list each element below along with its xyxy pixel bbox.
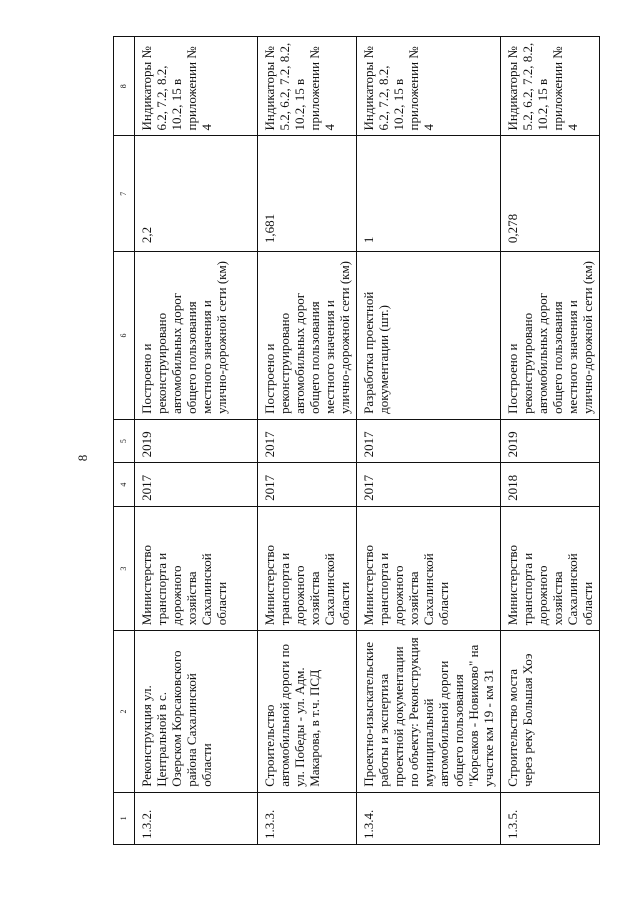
start-year: 2017	[258, 463, 357, 507]
indicators: Индикаторы № 5.2, 6.2, 7.2, 8.2, 10.2, 15 в приложении № 4	[501, 37, 600, 137]
end-year: 2019	[501, 419, 600, 463]
page-number: 8	[75, 454, 90, 462]
result-value: 2,2	[135, 136, 258, 252]
row-number: 1.3.2.	[135, 792, 258, 844]
executor: Министерство транспорта и дорожного хозяйства Сахалинской области	[258, 506, 357, 630]
row-number: 1.3.3.	[258, 792, 357, 844]
expected-result: Построено и реконструировано автомобильных дорог общего пользования местного значения и улично-дорожной сети (км)	[501, 252, 600, 420]
row-number: 1.3.5.	[501, 792, 600, 844]
header-cell: 7	[114, 136, 135, 252]
table-row	[135, 37, 258, 845]
activity-name: Реконструкция ул. Центральной в с. Озерском Корсаковского района Сахалинской области	[135, 631, 258, 793]
program-activities-table	[113, 36, 600, 845]
executor: Министерство транспорта и дорожного хозяйства Сахалинской области	[357, 506, 501, 630]
activity-name: Строительство моста через реку Большая Хоэ	[501, 631, 600, 793]
result-value: 0,278	[501, 136, 600, 252]
executor: Министерство транспорта и дорожного хозяйства Сахалинской области	[135, 506, 258, 630]
indicators: Индикаторы № 6.2, 7.2, 8.2, 10.2, 15 в приложении № 4	[357, 37, 501, 137]
expected-result: Построено и реконструировано автомобильных дорог общего пользования местного значения и улично-дорожной сети (км)	[258, 252, 357, 420]
header-cell: 8	[114, 37, 135, 137]
row-number: 1.3.4.	[357, 792, 501, 844]
executor: Министерство транспорта и дорожного хозяйства Сахалинской области	[501, 506, 600, 630]
result-value: 1	[357, 136, 501, 252]
table-row	[357, 37, 501, 845]
indicators: Индикаторы № 5.2, 6.2, 7.2, 8.2, 10.2, 15 в приложении № 4	[258, 37, 357, 137]
activity-name: Проектно-изыскательские работы и экспертиза проектной документации по объекту: Реконструкция муниципальной автомобильной дороги общего пользования "Корсаков - Новиково" на участке км 19 - км 31	[357, 631, 501, 793]
activity-name: Строительство автомобильной дороги по ул. Победы - ул. Адм. Макарова, в т.ч. ПСД	[258, 631, 357, 793]
end-year: 2017	[357, 419, 501, 463]
header-cell: 6	[114, 252, 135, 420]
start-year: 2018	[501, 463, 600, 507]
table-row	[258, 37, 357, 845]
table-row	[501, 37, 600, 845]
column-numbers-row	[114, 37, 135, 845]
start-year: 2017	[357, 463, 501, 507]
header-cell: 5	[114, 419, 135, 463]
start-year: 2017	[135, 463, 258, 507]
result-value: 1,681	[258, 136, 357, 252]
indicators: Индикаторы № 6.2, 7.2, 8.2, 10.2, 15 в приложении № 4	[135, 37, 258, 137]
header-cell: 2	[114, 631, 135, 793]
header-cell: 4	[114, 463, 135, 507]
rotated-table-container	[113, 36, 595, 845]
header-cell: 3	[114, 506, 135, 630]
header-cell: 1	[114, 792, 135, 844]
end-year: 2017	[258, 419, 357, 463]
expected-result: Построено и реконструировано автомобильных дорог общего пользования местного значения и улично-дорожной сети (км)	[135, 252, 258, 420]
end-year: 2019	[135, 419, 258, 463]
expected-result: Разработка проектной документации (шт.)	[357, 252, 501, 420]
